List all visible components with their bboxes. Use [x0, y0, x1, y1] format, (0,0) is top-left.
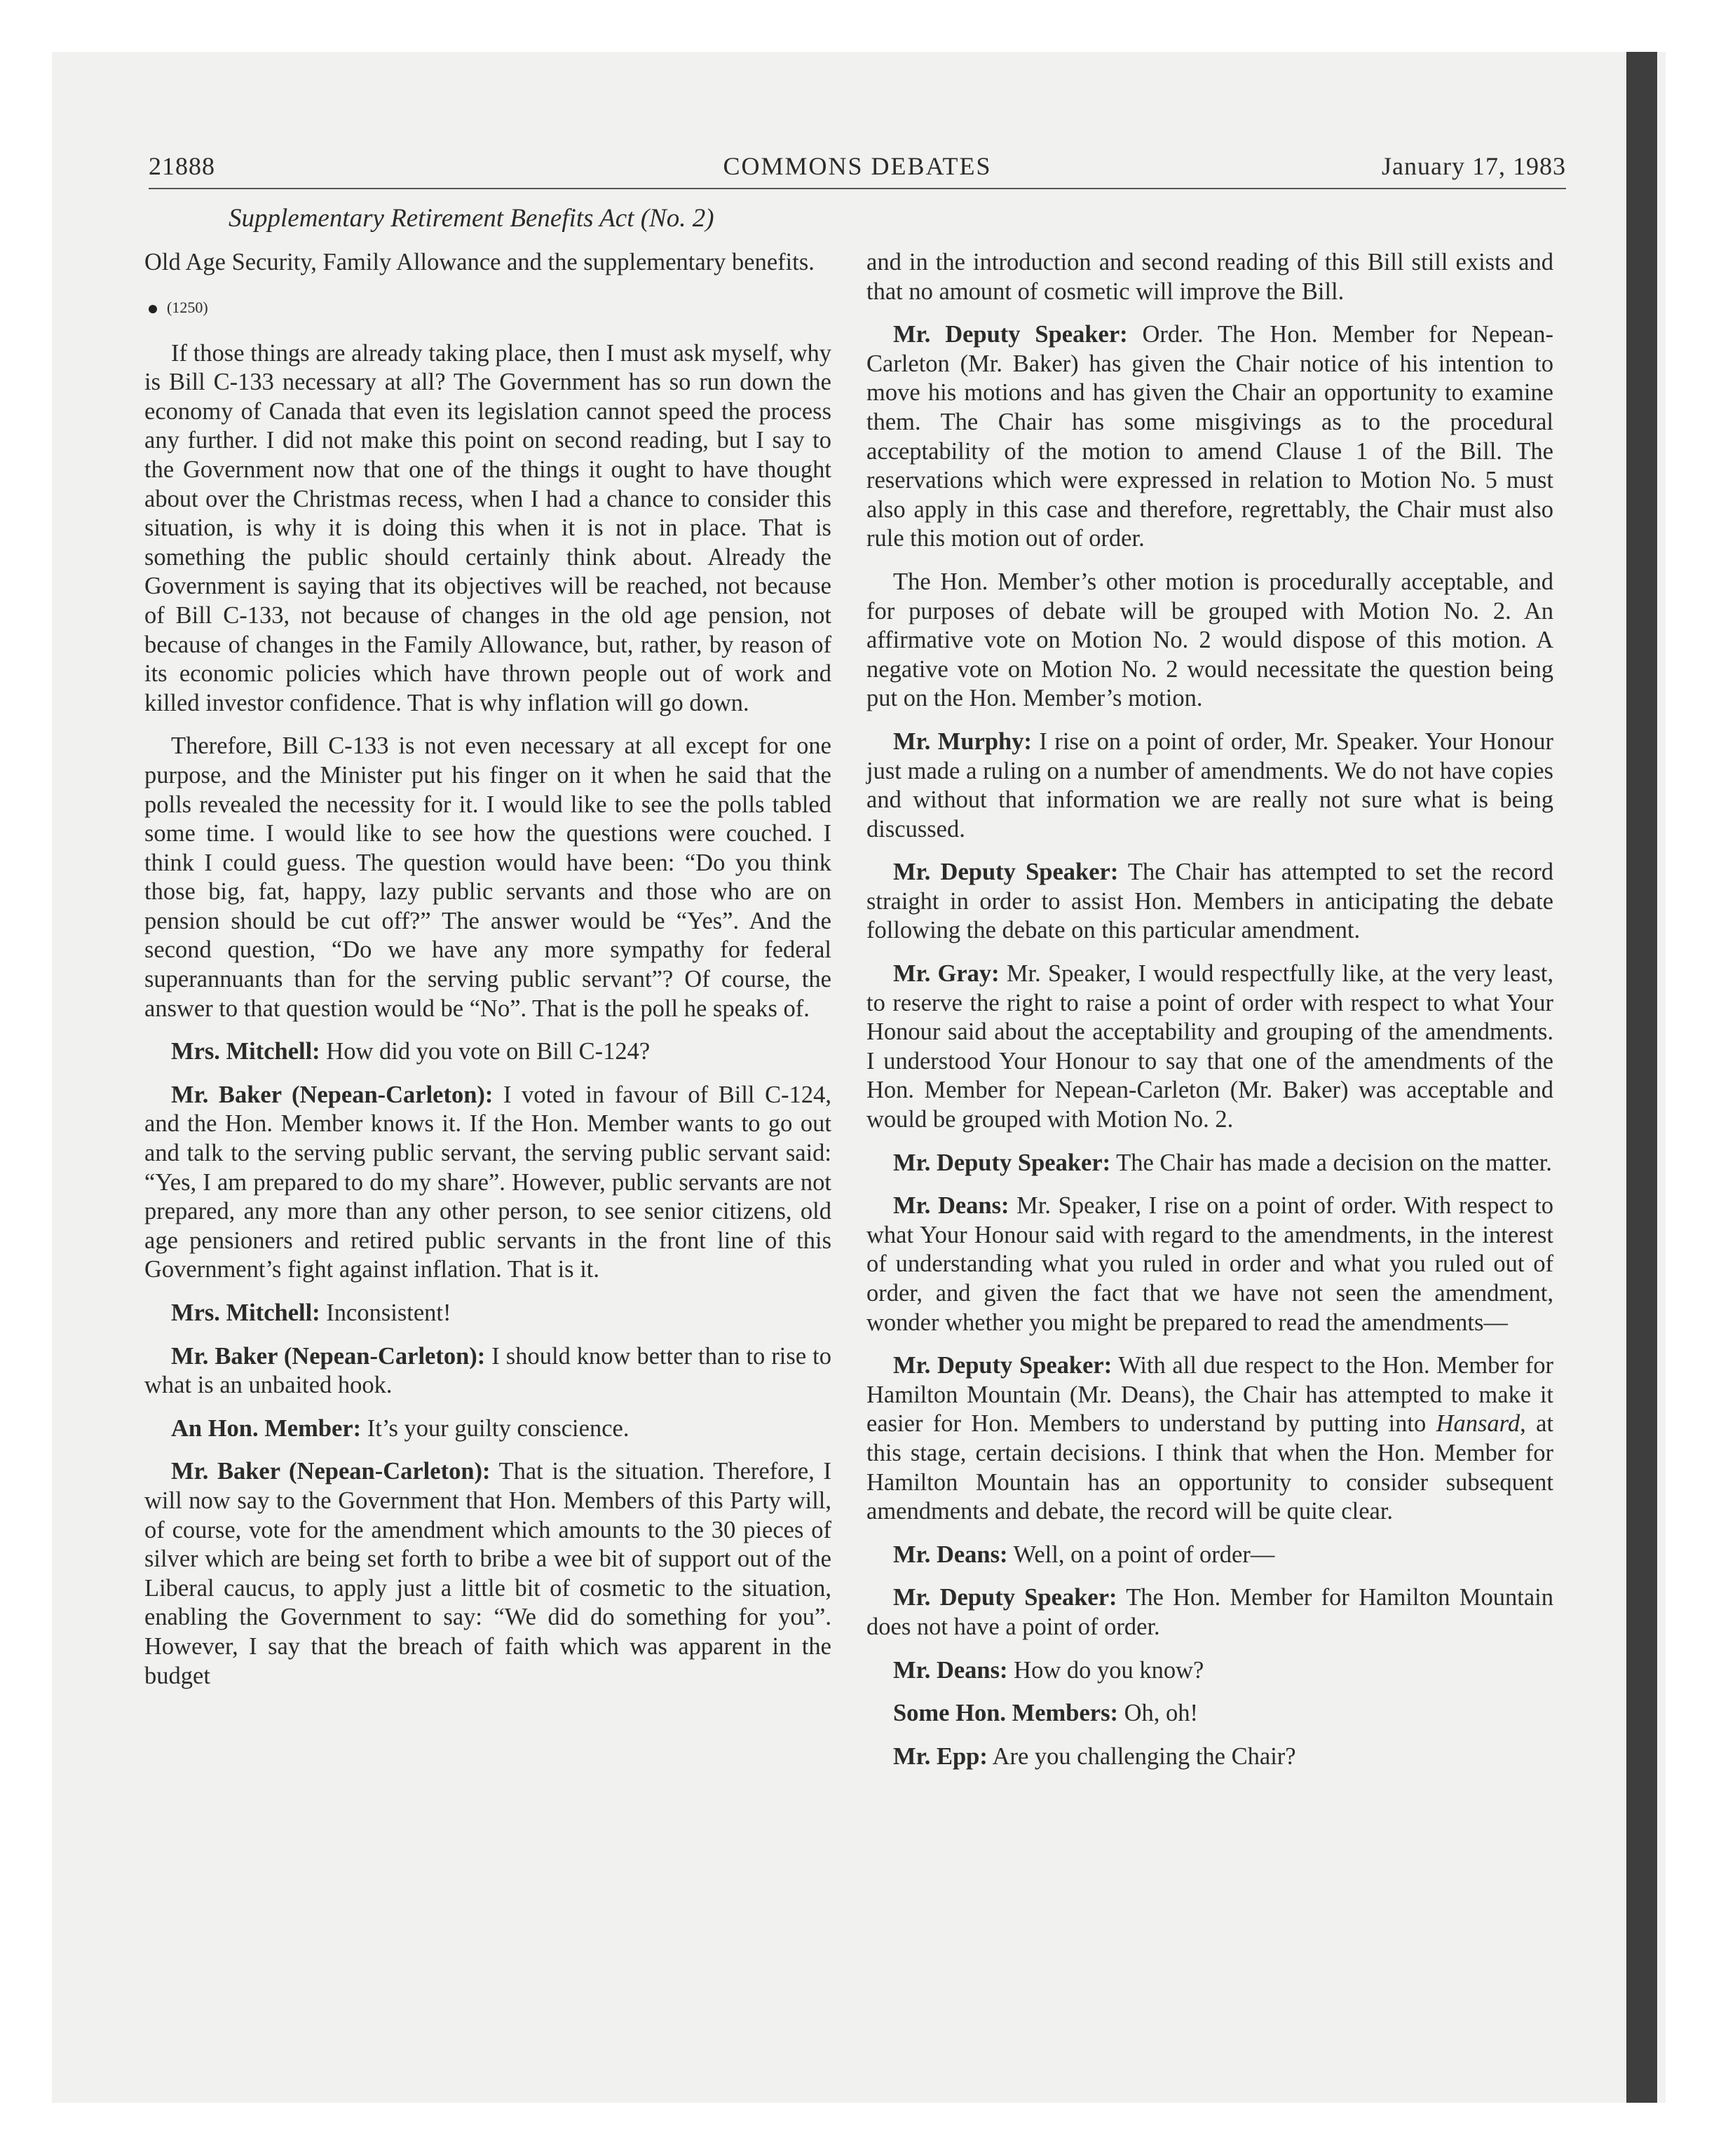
- speech: [866, 1742, 1553, 1772]
- speaker-name: Mrs. Mitchell:: [171, 1299, 320, 1326]
- speech-text: Mr. Speaker, I rise on a point of order. With respect to what Your Honour said with regard to the amendments, in the interest of understanding what you ruled in order and what you ruled out of order, and given the fact that we have not seen the amendment, wonder whether you might be prepared to read the amendments—: [866, 1192, 1554, 1336]
- speech-text: Well, on a point of order—: [1007, 1541, 1275, 1568]
- speech-text: Inconsistent!: [320, 1299, 451, 1326]
- speech-text: It’s your guilty conscience.: [361, 1414, 630, 1442]
- speech: [144, 1414, 831, 1444]
- speaker-name: Mr. Deans:: [893, 1192, 1009, 1220]
- speech-text: How do you know?: [1007, 1656, 1204, 1684]
- speaker-name: Mr. Deputy Speaker:: [893, 1584, 1117, 1611]
- issue-date: January 17, 1983: [1382, 152, 1566, 180]
- speech-text: , at this stage, certain decisions. I think that when the Hon. Member for Hamilton Mountain has an opportunity to consider subsequent amendments and debate, the record will be quite clear.: [866, 1410, 1553, 1525]
- speech: [144, 1037, 831, 1067]
- speaker-name: Mr. Baker (Nepean-Carleton):: [171, 1081, 494, 1108]
- right-column: [866, 248, 1553, 1785]
- section-title: Supplementary Retirement Benefits Act (No. 2): [229, 204, 714, 233]
- paragraph: Old Age Security, Family Allowance and the supplementary benefits.: [144, 249, 815, 275]
- speech-text: I rise on a point of order, Mr. Speaker. Your Honour just made a ruling on a number of amendments. We do not have copies and without that information we are really not sure what is being discussed.: [866, 728, 1553, 842]
- bullet-icon: [149, 305, 157, 313]
- time-marker: [149, 297, 831, 339]
- speech: [144, 1457, 831, 1691]
- speech: [866, 960, 1553, 1135]
- speaker-name: Some Hon. Members:: [893, 1700, 1118, 1727]
- speech: [866, 1541, 1553, 1570]
- left-column: [144, 248, 831, 1705]
- speech-text: Mr. Speaker, I would respectfully like, at the very least, to reserve the right to raise a point of order with respect to what Your Honour said about the acceptability and grouping of the amendments. I understood Your Honour to say that one of the amendments of the Hon. Member for Nepean-Carleton (Mr. Baker) was acceptable and would be grouped with Motion No. 2.: [866, 960, 1553, 1133]
- speech: [144, 1081, 831, 1285]
- speech-text: How did you vote on Bill C-124?: [320, 1038, 651, 1065]
- speech-text: With all due respect to the Hon. Member for Hamilton Mountain (Mr. Deans), the Chair has attempted to make it easier for Hon. Members to understand by putting into: [866, 1352, 1553, 1438]
- speaker-name: Mr. Deputy Speaker:: [893, 1149, 1111, 1176]
- speech: [866, 728, 1553, 844]
- speaker-name: Mr. Murphy:: [893, 728, 1032, 755]
- speech: [866, 1656, 1553, 1686]
- speaker-name: Mr. Deputy Speaker:: [893, 859, 1119, 886]
- speech: [866, 1351, 1553, 1527]
- scan-edge-bar: [1626, 52, 1657, 2103]
- speech: [866, 1192, 1553, 1337]
- speech: [144, 1342, 831, 1400]
- speech: [866, 320, 1553, 554]
- speech-text: Are you challenging the Chair?: [987, 1742, 1296, 1770]
- speaker-name: Mr. Epp:: [893, 1742, 988, 1770]
- publication-name: Hansard: [1436, 1410, 1520, 1438]
- speech-text: The Hon. Member for Hamilton Mountain does not have a point of order.: [866, 1584, 1553, 1640]
- speaker-name: Mrs. Mitchell:: [171, 1038, 320, 1065]
- speaker-name: Mr. Deans:: [893, 1656, 1008, 1684]
- speech: [866, 858, 1553, 946]
- paragraph: Therefore, Bill C-133 is not even necessary at all except for one purpose, and the Minister put his finger on it when he said that the polls revealed the necessity for it. I would like to see the polls tabled some time. I would like to see how the questions were couched. I think I could guess. The question would have been: “Do you think those big, fat, happy, lazy public servants and those who are on pension should be cut off?” The answer would be “Yes”. And the second question, “Do we have any more sympathy for federal superannuants than for the serving public servant”? Of course, the answer to that question would be “No”. That is the poll he speaks of.: [144, 732, 831, 1022]
- speaker-name: Mr. Deputy Speaker:: [893, 1352, 1113, 1379]
- paragraph: If those things are already taking place, then I must ask myself, why is Bill C-133 necessary at all? The Government has so run down the economy of Canada that even its legislation cannot speed the process any further. I did not make this point on second reading, but I say to the Government now that one of the things it ought to have thought about over the Christmas recess, when I had a chance to consider this situation, is why it is doing this when it is not in place. That is something the public should certainly think about. Already the Government is saying that its objectives will be reached, not because of Bill C-133, not because of changes in the old age pension, not because of changes in the Family Allowance, but, rather, by reason of its economic policies which have thrown people out of work and killed investor confidence. That is why inflation will go down.: [144, 339, 831, 716]
- journal-title: COMMONS DEBATES: [723, 152, 992, 180]
- time-label: (1250): [167, 298, 208, 316]
- speaker-name: Mr. Deputy Speaker:: [893, 321, 1128, 348]
- speech-text: Oh, oh!: [1117, 1700, 1199, 1727]
- speech-text: That is the situation. Therefore, I will now say to the Government that Hon. Members of this Party will, of course, vote for the amendment which amounts to the 30 pieces of silver which are being set forth to bribe a wee bit of support out of the Liberal caucus, to apply just a little bit of cosmetic to the situation, enabling the Government to say: “We did do something for you”. However, I say that the breach of faith which was apparent in the budget: [144, 1458, 831, 1689]
- speaker-name: Mr. Deans:: [893, 1541, 1008, 1568]
- paragraph: The Hon. Member’s other motion is procedurally acceptable, and for purposes of debate will be grouped with Motion No. 2. An affirmative vote on Motion No. 2 would dispose of this motion. A negative vote on Motion No. 2 would necessitate the question being put on the Hon. Member’s motion.: [866, 568, 1553, 712]
- running-header: [149, 151, 1566, 189]
- paragraph: and in the introduction and second reading of this Bill still exists and that no amount of cosmetic will improve the Bill.: [866, 249, 1553, 305]
- speaker-name: An Hon. Member:: [171, 1414, 362, 1442]
- speech-text: Order. The Hon. Member for Nepean-Carleton (Mr. Baker) has given the Chair notice of his intention to move his motions and has given the Chair an opportunity to examine them. The Chair has some misgivings as to the procedural acceptability of the motion to amend Clause 1 of the Bill. The reservations which were expressed in relation to Motion No. 5 must also apply in this case and therefore, regrettably, the Chair must also rule this motion out of order.: [866, 321, 1553, 552]
- speaker-name: Mr. Gray:: [893, 960, 1000, 988]
- speech-text: The Chair has made a decision on the matter.: [1110, 1149, 1552, 1176]
- speech: [866, 1583, 1553, 1642]
- speech: [866, 1699, 1553, 1728]
- speech: [144, 1299, 831, 1328]
- speech-text: I should know better than to rise to what is an unbaited hook.: [144, 1342, 831, 1399]
- speech-text: The Chair has attempted to set the record straight in order to assist Hon. Members in anticipating the debate following the debate on this particular amendment.: [866, 859, 1553, 944]
- speech-text: I voted in favour of Bill C-124, and the Hon. Member knows it. If the Hon. Member wants to go out and talk to the serving public servant, the serving public servant said: “Yes, I am prepared to do my share”. However, public servants are not prepared, any more than any other person, to see senior citizens, old age pensioners and retired public servants in the front line of this Government’s fight against inflation. That is it.: [144, 1081, 831, 1283]
- speaker-name: Mr. Baker (Nepean-Carleton):: [171, 1458, 491, 1485]
- page-number: 21888: [149, 152, 215, 180]
- speaker-name: Mr. Baker (Nepean-Carleton):: [171, 1342, 486, 1370]
- speech: [866, 1149, 1553, 1178]
